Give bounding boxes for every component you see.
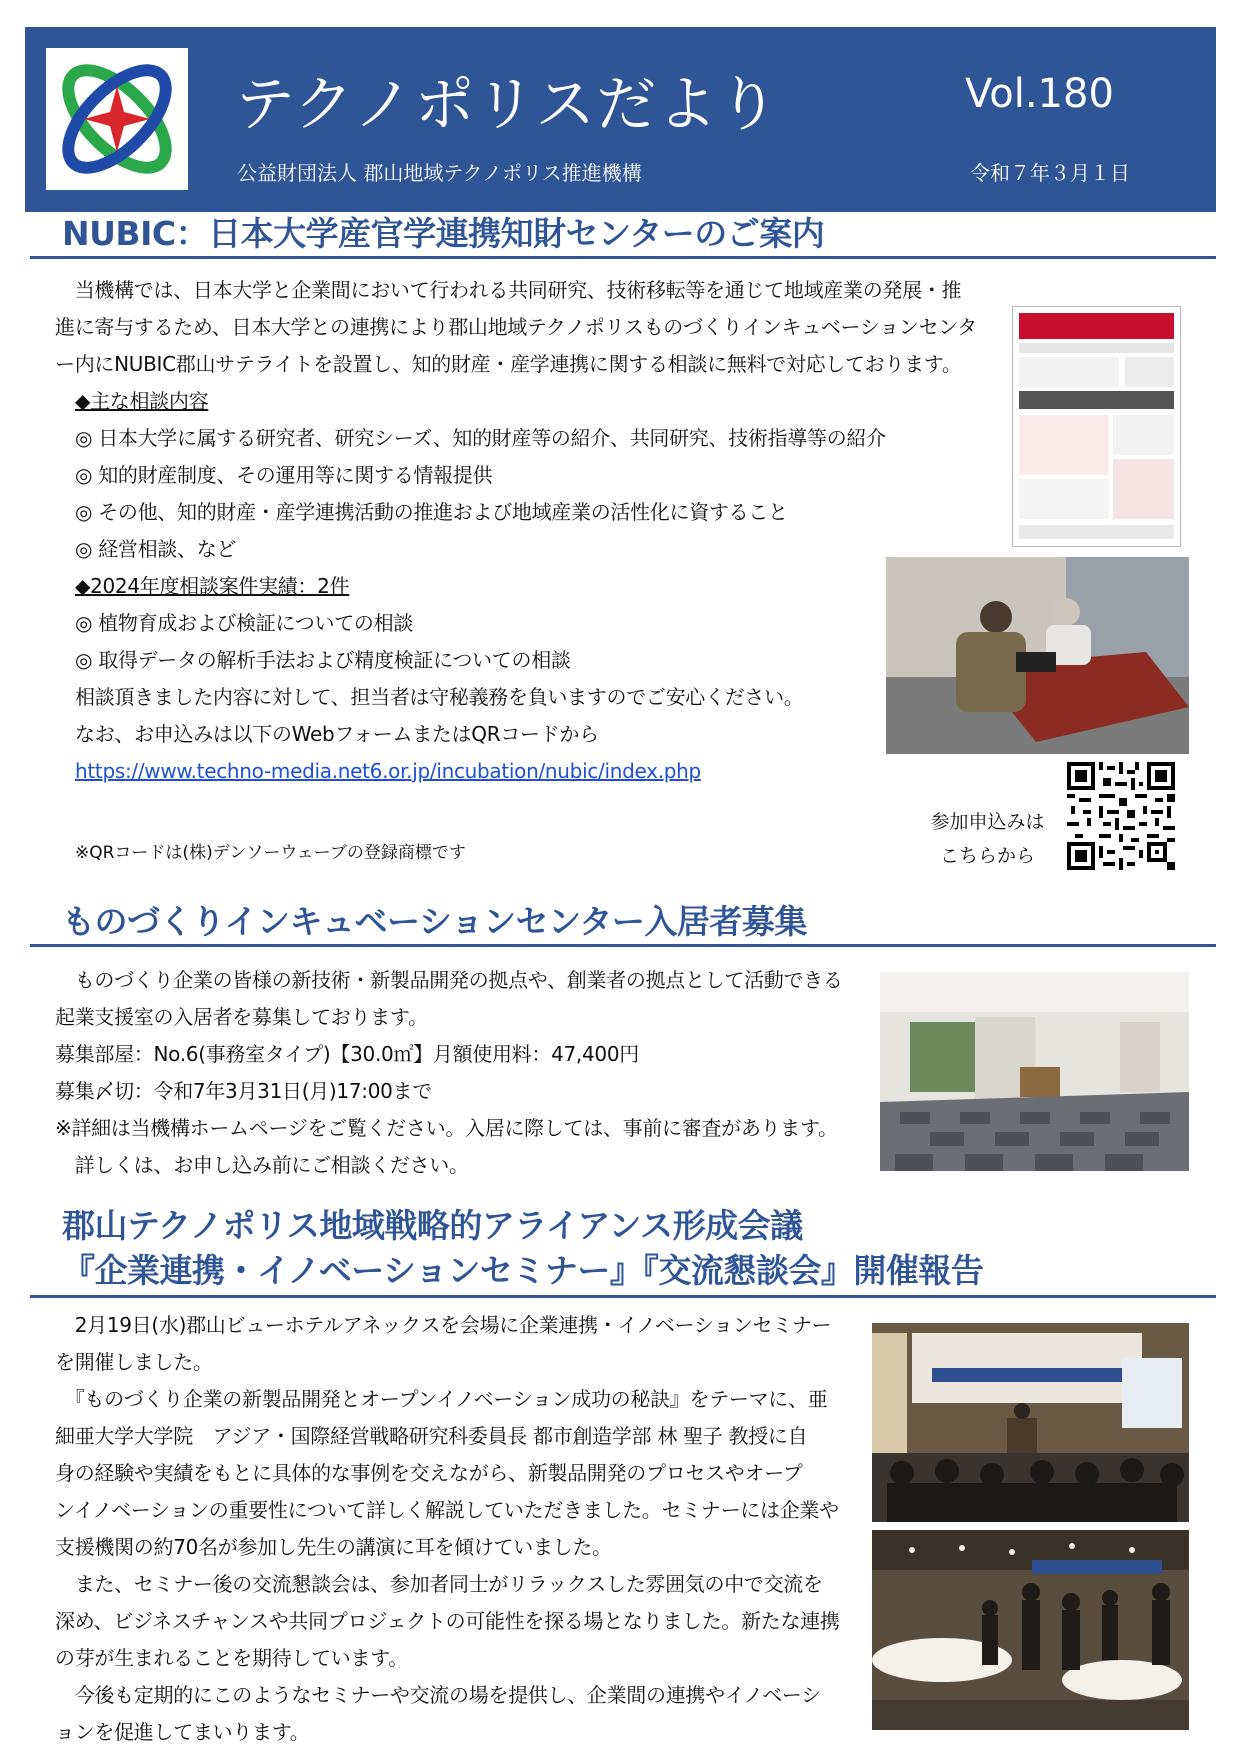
results-heading: ◆2024年度相談案件実績：2件 (75, 574, 350, 598)
text-line: 詳しくは、お申し込み前にご相談ください。 (55, 1153, 469, 1177)
nubic-form-link[interactable]: https://www.techno-media.net6.or.jp/incubation/nubic/index.php (75, 759, 701, 783)
text-line: 当機構では、日本大学と企業間において行われる共同研究、技術移転等を通じて地域産業の発展・推 (55, 278, 962, 302)
newsletter-title: テクノポリスだより (235, 70, 780, 140)
closing-text: なお、お申込みは以下のWebフォームまたはQRコードから (75, 722, 599, 746)
section-divider (30, 1295, 1216, 1298)
logo-emblem-icon (46, 48, 188, 190)
list-item: ◎ 取得データの解析手法および精度検証についての相談 (75, 648, 571, 672)
list-item: ◎ その他、知的財産・産学連携活動の推進および地域産業の活性化に資すること (75, 500, 788, 524)
text-line: ※詳細は当機構ホームページをご覧ください。入居に際しては、事前に審査があります。 (55, 1116, 838, 1140)
consultation-photo (886, 557, 1189, 754)
section-title-seminar: 『企業連携・イノベーションセミナー』『交流懇談会』開催報告 (62, 1251, 984, 1290)
text-line: を開催しました。 (55, 1350, 213, 1374)
section-divider (30, 256, 1216, 259)
text-line: また、セミナー後の交流懇談会は、参加者同士がリラックスした雰囲気の中で交流を (55, 1572, 823, 1596)
text-line: 身の経験や実績をもとに具体的な事例を交えながら、新製品開発のプロセスやオープ (55, 1461, 803, 1485)
text-line: 募集部屋：No.6(事務室タイプ)【30.0㎡】月額使用料：47,400円 (55, 1042, 639, 1066)
seminar-report-text (55, 1307, 840, 1751)
list-item: ◎ 植物育成および検証についての相談 (75, 611, 414, 635)
issue-date: 令和７年３月１日 (970, 161, 1130, 185)
text-line: 深め、ビジネスチャンスや共同プロジェクトの可能性を探る場となりました。新たな連携 (55, 1609, 840, 1633)
list-item: ◎ 経営相談、など (75, 537, 237, 561)
volume-number: Vol.180 (965, 71, 1114, 117)
qr-caption (925, 805, 1050, 873)
organization-name: 公益財団法人 郡山地域テクノポリス推進機構 (237, 161, 642, 185)
nubic-consult-list (75, 383, 886, 790)
closing-text: 相談頂きました内容に対して、担当者は守秘義務を負いますのでご安心ください。 (75, 685, 804, 709)
text-line: 支援機関の約70名が参加し先生の講演に耳を傾けていました。 (55, 1535, 612, 1559)
text-line: 起業支援室の入居者を募集しております。 (55, 1005, 428, 1029)
text-line: 今後も定期的にこのようなセミナーや交流の場を提供し、企業間の連携やイノベーシ (55, 1683, 821, 1707)
section-title-nubic: NUBIC：日本大学産官学連携知財センターのご案内 (62, 214, 825, 253)
text-line: 細亜大学大学院 アジア・国際経営戦略研究科委員長 都市創造学部 林 聖子 教授に自 (55, 1424, 808, 1448)
text-line: 『ものづくり企業の新製品開発とオープンイノベーション成功の秘訣』をテーマに、亜 (55, 1387, 828, 1411)
reception-photo (872, 1530, 1189, 1730)
nubic-flyer-image (1012, 306, 1181, 547)
list-item: ◎ 知的財産制度、その運用等に関する情報提供 (75, 463, 493, 487)
consult-heading: ◆主な相談内容 (75, 389, 209, 413)
list-item: ◎ 日本大学に属する研究者、研究シーズ、知的財産等の紹介、共同研究、技術指導等の紹介 (75, 426, 886, 450)
room-photo (880, 972, 1189, 1171)
text-line: 2月19日(水)郡山ビューホテルアネックスを会場に企業連携・イノベーションセミナー (55, 1313, 832, 1337)
masthead-banner (25, 27, 1216, 212)
text-line: ー内にNUBIC郡山サテライトを設置し、知的財産・産学連携に関する相談に無料で対応しております。 (55, 352, 962, 376)
qr-code-image[interactable] (1067, 762, 1175, 870)
qr-caption-line: こちらから (939, 845, 1035, 867)
nubic-intro (55, 272, 977, 383)
text-line: の芽が生まれることを期待しています。 (55, 1646, 408, 1670)
text-line: ョンを促進してまいります。 (55, 1720, 310, 1744)
section-title-incubation: ものづくりインキュベーションセンター入居者募集 (62, 902, 807, 941)
text-line: 募集〆切：令和7年3月31日(月)17:00まで (55, 1079, 432, 1103)
incubation-text (55, 962, 843, 1184)
text-line: ものづくり企業の皆様の新技術・新製品開発の拠点や、創業者の拠点として活動できる (55, 968, 843, 992)
text-line: 進に寄与するため、日本大学との連携により郡山地域テクノポリスものづくりインキュベーションセンタ (55, 315, 977, 339)
qr-caption-line: 参加申込みは (930, 811, 1045, 833)
section-divider (30, 944, 1216, 947)
seminar-photo (872, 1323, 1189, 1522)
section-title-alliance: 郡山テクノポリス地域戦略的アライアンス形成会議 (62, 1206, 803, 1245)
organization-logo (46, 48, 188, 190)
text-line: ンイノベーションの重要性について詳しく解説していただきました。セミナーには企業や (55, 1498, 839, 1522)
qr-trademark-note: ※QRコードは(株)デンソーウェーブの登録商標です (75, 843, 466, 863)
